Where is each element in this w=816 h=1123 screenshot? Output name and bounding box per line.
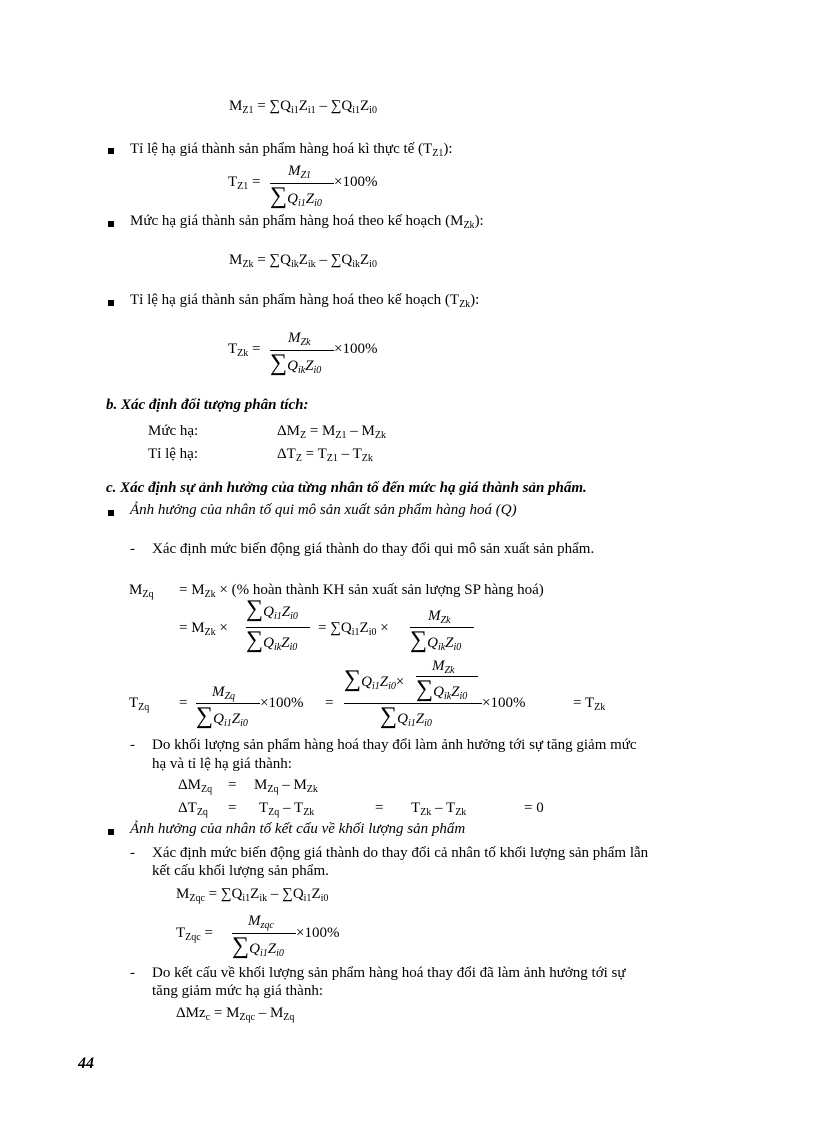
formula-mzk: $M_{Zk} = \sum Q_{ik}Z_{ik} - \sum Q_{ik}Z_{i0}$ [229,252,377,270]
dash1-text: Xác định mức biến động giá thành do thay đổi qui mô sản xuất sản phẩm. [152,541,595,557]
dmzq-rhs: $M_{Zq} - M_{Zk}$ [254,777,318,795]
bullet-marker [108,148,114,154]
tzk-lhs: $T_{Zk}$ = [228,341,261,359]
mzqc-formula: $M_{Zqc} = \sum Q_{i1}Z_{ik} - \sum Q_{i1}Z_{i0}$ [176,886,329,904]
dtzq-zero: = 0 [524,800,544,816]
mzq-line1: = $M_{Zk}$ × (% hoàn thành KH sản xuất sản lượng SP hàng hoá) [179,582,544,600]
tzq-label: $T_{Zq}$ [129,695,150,713]
mzq-label: $M_{Zq}$ [129,582,154,600]
dash3-line1: Xác định mức biến động giá thành do thay đổi cả nhân tố khối lượng sản phẩm lẫn [152,845,649,861]
dtzq-rhs2: $T_{Zk} - T_{Zk}$ [411,800,467,818]
tz1-lhs: $T_{Z1}$ = [228,174,261,192]
dash-marker: - [130,965,135,981]
tz1-numerator: $M_{Z1}$ [288,163,312,181]
formula-mz1: $M_{Z1} = \sum Q_{i1}Z_{i1} - \sum Q_{i1}Z_{i0}$ [229,98,377,116]
row-ti-le-ha-label: Tỉ lệ hạ: [148,446,198,462]
dash2-line2: hạ và tỉ lệ hạ giá thành: [152,756,292,772]
dash4-line2: tăng giảm mức hạ giá thành: [152,983,323,999]
bullet-ket-cau: Ảnh hưởng của nhân tố kết cấu về khối lượng sản phẩm [130,821,466,837]
dash4-line1: Do kết cấu về khối lượng sản phẩm hàng hoá thay đổi đã làm ảnh hưởng tới sự [152,965,626,981]
tzq-inner-den: $\sum Q_{ik}Z_{i0}$ [416,676,468,702]
tzq-big-num-left: $\sum Q_{i1}Z_{i0}\times$ [344,666,405,692]
dash2-line1: Do khối lượng sản phẩm hàng hoá thay đổi làm ảnh hưởng tới sự tăng giảm mức [152,737,637,753]
tzq-frac-num: $M_{Zq}$ [212,684,236,702]
tzqc-num: $M_{zqc}$ [248,913,274,931]
mzq-frac1-den: $\sum Q_{ik}Z_{i0}$ [246,627,298,653]
bullet-marker [108,829,114,835]
row-muc-ha-label: Mức hạ: [148,423,199,439]
dash-marker: - [130,737,135,753]
dtzq-lhs: $\Delta T_{Zq}$ [178,800,208,818]
dash3-line2: kết cấu khối lượng sản phẩm. [152,863,329,879]
tzq-inner-num: $M_{Zk}$ [432,658,455,676]
tzqc-den: $\sum Q_{i1}Z_{i0}$ [232,933,284,959]
tzq-eq1: = [179,695,188,711]
bullet-marker [108,510,114,516]
dtzq-eq2: = [375,800,384,816]
tzq-times100: ×100% [260,695,304,711]
dash-marker: - [130,541,135,557]
bullet-text-tzk: Tỉ lệ hạ giá thành sản phẩm hàng hoá theo kế hoạch $(T_{Zk})$: [130,292,480,310]
bullet-marker [108,221,114,227]
dmzq-lhs: $\Delta M_{Zq}$ [178,777,213,795]
tzk-numerator: $M_{Zk}$ [288,330,311,348]
mzq-frac2-num: $M_{Zk}$ [428,608,451,626]
dtzq-eq: = [228,800,237,816]
mzq-line2-prefix: = $M_{Zk}$ × [179,620,228,638]
tzq-big-den: $\sum Q_{i1}Z_{i0}$ [380,703,432,729]
tz1-times100: ×100% [334,174,378,190]
tzqc-lhs: $T_{Zqc}$ = [176,925,213,943]
dtzq-rhs: $T_{Zq} - T_{Zk}$ [259,800,315,818]
section-b-heading: b. Xác định đối tượng phân tích: [106,397,309,413]
row-ti-le-ha-expr: $\Delta T_Z = T_{Z1} - T_{Zk}$ [277,446,373,464]
tzq-eq2: = [325,695,334,711]
bullet-quy-mo: Ảnh hưởng của nhân tố qui mô sản xuất sản phẩm hàng hoá (Q) [130,502,517,518]
tzq-result: = $T_{Zk}$ [573,695,606,713]
page-number: 44 [78,1055,94,1072]
mzq-frac1-num: $\sum Q_{i1}Z_{i0}$ [246,596,298,622]
mzq-line2-mid: = $\sum Q_{i1}Z_{i0}$ × [318,620,389,638]
dash-marker: - [130,845,135,861]
row-muc-ha-expr: $\Delta M_Z = M_{Z1} - M_{Zk}$ [277,423,386,441]
tzk-denominator: $\sum Q_{ik}Z_{i0}$ [270,350,322,376]
tz1-denominator: $\sum Q_{i1}Z_{i0}$ [270,183,322,209]
dmzq-eq: = [228,777,237,793]
bullet-marker [108,300,114,306]
bullet-text-mzk: Mức hạ giá thành sản phẩm hàng hoá theo kế hoạch $(M_{Zk})$: [130,213,484,231]
tzq-big-times100: ×100% [482,695,526,711]
mzq-frac2-den: $\sum Q_{ik}Z_{i0}$ [410,627,462,653]
dmzc-formula: $\Delta Mz_c = M_{Zqc} - M_{Zq}$ [176,1005,295,1023]
tzq-frac-den: $\sum Q_{i1}Z_{i0}$ [196,703,248,729]
tzk-times100: ×100% [334,341,378,357]
section-c-heading: c. Xác định sự ảnh hưởng của từng nhân tố đến mức hạ giá thành sản phẩm. [106,480,587,496]
tzqc-times100: ×100% [296,925,340,941]
bullet-text-tz1: Tỉ lệ hạ giá thành sản phẩm hàng hoá kì thực tế $(T_{Z1})$: [130,141,453,159]
